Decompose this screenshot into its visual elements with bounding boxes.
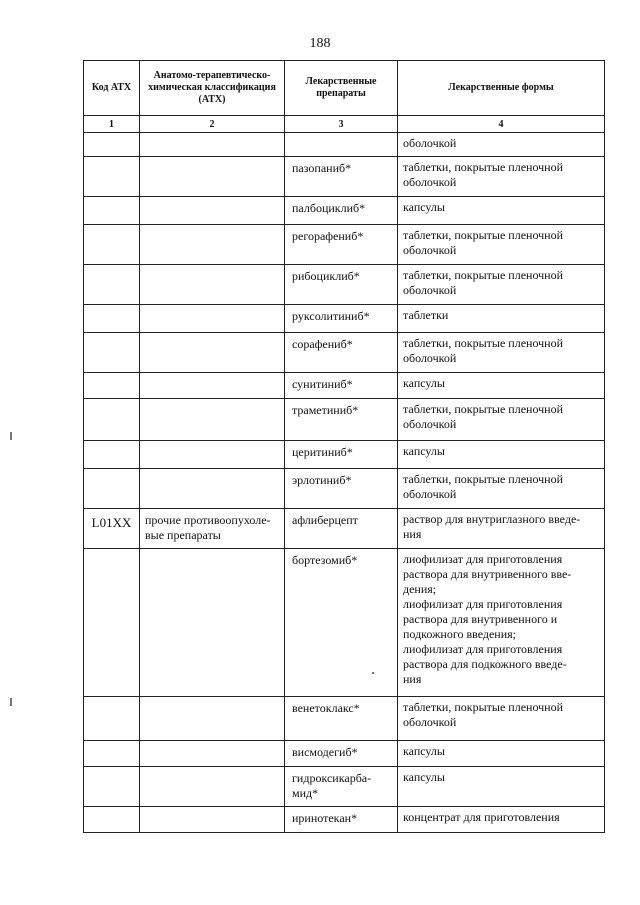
dosage-form-line: оболочкой <box>403 136 457 150</box>
dosage-form-line: таблетки, покрытые пленочной <box>403 336 564 350</box>
drug-name-cell: сунитиниб* <box>285 373 398 399</box>
dosage-form-line: раствора для внутривенного вве- <box>403 567 572 581</box>
classification-cell <box>140 469 285 509</box>
atc-code-cell <box>84 469 140 509</box>
column-number-row <box>84 116 605 133</box>
dosage-form-cell <box>398 469 605 509</box>
dosage-form-line: лиофилизат для приготовления <box>403 552 563 566</box>
table-row <box>84 807 605 833</box>
table-row <box>84 373 605 399</box>
dosage-form-line: раствор для внутриглазного введе- <box>403 512 581 526</box>
classification-cell <box>140 157 285 197</box>
table-row <box>84 157 605 197</box>
table-row <box>84 441 605 469</box>
atc-code-cell <box>84 133 140 157</box>
dosage-form-cell <box>398 265 605 305</box>
dosage-form-cell <box>398 197 605 225</box>
dosage-form-line: оболочкой <box>403 417 457 431</box>
atc-code-cell <box>84 399 140 441</box>
header-row <box>84 61 605 116</box>
column-number: 2 <box>140 116 285 133</box>
table-row <box>84 225 605 265</box>
dosage-form-line: капсулы <box>403 200 445 214</box>
classification-cell <box>140 373 285 399</box>
dosage-form-line: оболочкой <box>403 175 457 189</box>
drug-name-cell: гидроксикарба-мид* <box>285 767 398 807</box>
dosage-form-line: оболочкой <box>403 351 457 365</box>
dosage-form-line: раствора для внутривенного и <box>403 612 558 626</box>
atc-code-cell <box>84 225 140 265</box>
classification-cell <box>140 767 285 807</box>
dosage-form-line: капсулы <box>403 770 445 784</box>
table-row <box>84 509 605 549</box>
table-row <box>84 333 605 373</box>
classification-cell <box>140 549 285 697</box>
dosage-form-line: ния <box>403 527 422 541</box>
classification-cell <box>140 807 285 833</box>
dosage-form-cell <box>398 373 605 399</box>
table-row <box>84 697 605 741</box>
dosage-form-cell <box>398 441 605 469</box>
drug-name-cell: пазопаниб* <box>285 157 398 197</box>
dosage-form-line: таблетки, покрытые пленочной <box>403 268 564 282</box>
atc-code-cell <box>84 807 140 833</box>
drug-name-cell: бортезомиб* <box>285 549 398 697</box>
dosage-form-cell <box>398 509 605 549</box>
atc-code-cell <box>84 767 140 807</box>
drug-name-cell: венетоклакс* <box>285 697 398 741</box>
atc-code-cell <box>84 741 140 767</box>
classification-cell: прочие противоопухоле-вые препараты <box>140 509 285 549</box>
atc-code-cell <box>84 697 140 741</box>
dosage-form-cell <box>398 333 605 373</box>
dosage-form-cell <box>398 807 605 833</box>
atc-code-cell <box>84 333 140 373</box>
dosage-form-cell <box>398 157 605 197</box>
dosage-form-line: капсулы <box>403 444 445 458</box>
drug-name-cell: руксолитиниб* <box>285 305 398 333</box>
table-row <box>84 133 605 157</box>
atc-code-cell <box>84 549 140 697</box>
classification-cell <box>140 197 285 225</box>
drug-name-cell: церитиниб* <box>285 441 398 469</box>
header-atc-code: Код АТХ <box>84 61 140 116</box>
dosage-form-cell <box>398 399 605 441</box>
drug-name-cell: сорафениб* <box>285 333 398 373</box>
dosage-form-line: дения; <box>403 582 437 596</box>
dosage-form-line: капсулы <box>403 744 445 758</box>
drug-table <box>83 60 605 833</box>
header-classification: Анатомо-терапевтическо-химическая классификация (АТХ) <box>140 61 285 116</box>
atc-code-cell <box>84 441 140 469</box>
dosage-form-line: оболочкой <box>403 243 457 257</box>
table-row <box>84 265 605 305</box>
dosage-form-line: капсулы <box>403 376 445 390</box>
drug-name-cell: регорафениб* <box>285 225 398 265</box>
table-row <box>84 399 605 441</box>
atc-code-cell <box>84 197 140 225</box>
atc-code-cell: L01XX <box>84 509 140 549</box>
classification-cell <box>140 441 285 469</box>
dosage-form-line: таблетки, покрытые пленочной <box>403 402 564 416</box>
table-row <box>84 469 605 509</box>
classification-cell <box>140 697 285 741</box>
scan-mark <box>10 698 12 706</box>
dosage-form-line: таблетки, покрытые пленочной <box>403 160 564 174</box>
dosage-form-cell <box>398 133 605 157</box>
dosage-form-line: раствора для подкожного введе- <box>403 657 567 671</box>
dosage-form-line: лиофилизат для приготовления <box>403 597 563 611</box>
dosage-form-line: оболочкой <box>403 487 457 501</box>
header-drugs: Лекарственные препараты <box>285 61 398 116</box>
dosage-form-line: оболочкой <box>403 283 457 297</box>
table-row <box>84 741 605 767</box>
header-forms: Лекарственные формы <box>398 61 605 116</box>
dosage-form-line: таблетки, покрытые пленочной <box>403 700 564 714</box>
drug-name-cell: траметиниб* <box>285 399 398 441</box>
dosage-form-line: оболочкой <box>403 715 457 729</box>
dosage-form-cell <box>398 697 605 741</box>
scan-mark <box>372 672 374 674</box>
column-number: 4 <box>398 116 605 133</box>
drug-name-cell: висмодегиб* <box>285 741 398 767</box>
dosage-form-cell <box>398 305 605 333</box>
classification-cell <box>140 265 285 305</box>
drug-name-cell: палбоциклиб* <box>285 197 398 225</box>
table-row <box>84 197 605 225</box>
drug-name-cell: афлиберцепт <box>285 509 398 549</box>
dosage-form-line: таблетки, покрытые пленочной <box>403 228 564 242</box>
classification-cell <box>140 741 285 767</box>
drug-name-cell: иринотекан* <box>285 807 398 833</box>
column-number: 3 <box>285 116 398 133</box>
atc-code-cell <box>84 265 140 305</box>
page-number: 188 <box>309 36 331 51</box>
table-body <box>84 133 605 833</box>
atc-code-cell <box>84 157 140 197</box>
dosage-form-line: подкожного введения; <box>403 627 516 641</box>
dosage-form-line: лиофилизат для приготовления <box>403 642 563 656</box>
dosage-form-cell <box>398 741 605 767</box>
drug-name-cell: рибоциклиб* <box>285 265 398 305</box>
table-row <box>84 305 605 333</box>
dosage-form-cell <box>398 225 605 265</box>
atc-code-cell <box>84 373 140 399</box>
classification-cell <box>140 333 285 373</box>
classification-cell <box>140 305 285 333</box>
dosage-form-line: таблетки, покрытые пленочной <box>403 472 564 486</box>
dosage-form-cell <box>398 767 605 807</box>
dosage-form-line: концентрат для приготовления <box>403 810 560 824</box>
column-number: 1 <box>84 116 140 133</box>
classification-cell <box>140 133 285 157</box>
classification-cell <box>140 225 285 265</box>
table-row <box>84 549 605 697</box>
dosage-form-line: ния <box>403 672 422 686</box>
drug-name-cell: эрлотиниб* <box>285 469 398 509</box>
drug-name-cell <box>285 133 398 157</box>
table-row <box>84 767 605 807</box>
dosage-form-cell <box>398 549 605 697</box>
dosage-form-line: таблетки <box>403 308 449 322</box>
scan-mark <box>10 432 12 440</box>
atc-code-cell <box>84 305 140 333</box>
classification-cell <box>140 399 285 441</box>
